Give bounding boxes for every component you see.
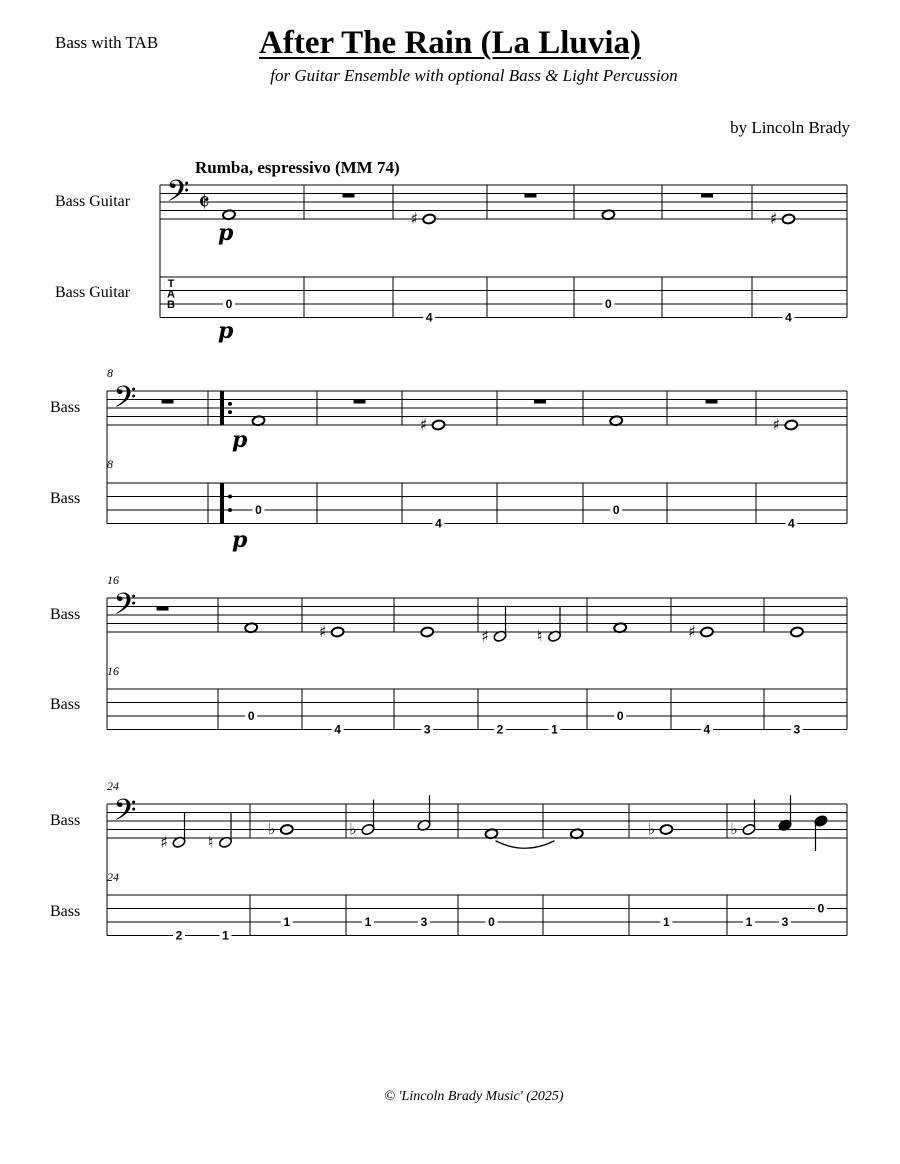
- flat-accidental-icon: ♭: [730, 819, 738, 839]
- tab-measure-number: 8: [107, 457, 113, 471]
- tab-fret-number: 0: [817, 901, 825, 916]
- notehead: [331, 627, 344, 638]
- tab-repeat-dot: [228, 508, 232, 512]
- notehead: [252, 415, 265, 426]
- notehead: [570, 828, 583, 839]
- tab-fret-number: 2: [496, 722, 504, 737]
- notehead: [280, 824, 293, 835]
- tab-fret-number: 1: [663, 915, 670, 930]
- repeat-thick-bar: [220, 391, 224, 425]
- flat-accidental-icon: ♭: [349, 819, 357, 839]
- tab-clef-letter: T: [167, 278, 175, 290]
- tab-clef-letter: A: [167, 288, 175, 301]
- part-label: Bass with TAB: [55, 33, 159, 52]
- staff-name-label: Bass: [50, 606, 81, 623]
- whole-rest: [701, 194, 713, 198]
- tab-measure-number: 16: [107, 664, 119, 678]
- tab-fret-number: 0: [605, 297, 612, 312]
- piece-title: After The Rain (La Lluvia): [259, 25, 641, 61]
- whole-rest: [354, 400, 366, 404]
- dynamic-piano-mark: p: [218, 220, 234, 246]
- tab-fret-number: 0: [255, 503, 262, 518]
- staff-name-label: Bass: [50, 812, 81, 829]
- flat-accidental-icon: ♭: [647, 819, 656, 839]
- notehead: [602, 209, 615, 220]
- tab-name-label: Bass: [50, 696, 81, 713]
- tab-fret-number: 0: [488, 915, 495, 930]
- tab-fret-number: 4: [787, 516, 795, 531]
- notehead: [222, 209, 235, 220]
- notehead: [790, 627, 803, 638]
- notehead: [782, 214, 795, 225]
- sharp-accidental-icon: ♯: [318, 622, 327, 641]
- sharp-accidental-icon: ♯: [419, 415, 428, 434]
- sharp-accidental-icon: ♯: [481, 626, 489, 646]
- measure-number: 8: [107, 366, 113, 380]
- dynamic-piano-mark: p: [232, 427, 248, 453]
- notehead: [432, 420, 445, 431]
- bass-clef-icon: 𝄢: [113, 588, 137, 629]
- tab-fret-number: 3: [420, 915, 428, 930]
- tab-repeat-dot: [228, 495, 232, 499]
- whole-rest: [162, 400, 174, 404]
- sharp-accidental-icon: ♯: [769, 209, 778, 228]
- cut-time-signature-icon: 𝄵: [198, 188, 210, 218]
- tab-fret-number: 0: [612, 503, 620, 518]
- whole-rest: [343, 194, 355, 198]
- notehead: [245, 622, 258, 633]
- sharp-accidental-icon: ♯: [688, 622, 696, 641]
- tab-fret-number: 3: [793, 722, 801, 737]
- tab-fret-number: 0: [225, 297, 233, 312]
- composer-credit: by Lincoln Brady: [730, 118, 850, 137]
- flat-accidental-icon: ♭: [268, 819, 276, 839]
- whole-rest: [157, 607, 169, 611]
- sharp-accidental-icon: ♯: [410, 209, 419, 228]
- whole-rest: [525, 194, 537, 198]
- bass-clef-icon: 𝄢: [166, 175, 190, 216]
- tab-fret-number: 4: [425, 310, 433, 325]
- whole-rest: [706, 400, 718, 404]
- tab-fret-number: 1: [745, 915, 753, 930]
- tab-fret-number: 0: [247, 709, 255, 724]
- notehead: [660, 824, 673, 835]
- piece-subtitle: for Guitar Ensemble with optional Bass & Light Percussion: [270, 66, 678, 85]
- tab-fret-number: 0: [616, 709, 624, 724]
- bass-clef-icon: 𝄢: [113, 794, 137, 835]
- measure-number: 16: [107, 573, 119, 587]
- tab-name-label: Bass Guitar: [55, 284, 131, 301]
- measure-number: 24: [107, 779, 119, 793]
- tab-fret-number: 3: [423, 722, 431, 737]
- notehead: [610, 415, 623, 426]
- tab-fret-number: 4: [785, 310, 792, 325]
- notehead: [423, 214, 436, 225]
- repeat-dot: [228, 410, 232, 414]
- sharp-accidental-icon: ♯: [160, 832, 168, 852]
- tab-name-label: Bass: [50, 903, 81, 920]
- notehead: [614, 622, 627, 633]
- bass-clef-icon: 𝄢: [113, 381, 137, 422]
- tab-fret-number: 4: [334, 722, 341, 737]
- tab-name-label: Bass: [50, 490, 81, 507]
- tab-fret-number: 1: [222, 928, 229, 943]
- notehead: [421, 627, 434, 638]
- sharp-accidental-icon: ♯: [772, 415, 781, 434]
- tab-fret-number: 4: [703, 722, 711, 737]
- tab-fret-number: 3: [781, 915, 789, 930]
- staff-name-label: Bass Guitar: [55, 193, 131, 210]
- tempo-marking: Rumba, espressivo (MM 74): [195, 158, 400, 177]
- tab-fret-number: 1: [551, 722, 558, 737]
- natural-accidental-icon: ♮: [207, 832, 214, 852]
- tab-fret-number: 2: [175, 928, 183, 943]
- tab-measure-number: 24: [107, 870, 119, 884]
- tab-fret-number: 4: [435, 516, 442, 531]
- notehead: [700, 627, 713, 638]
- copyright-notice: © 'Lincoln Brady Music' (2025): [384, 1089, 564, 1104]
- tie-curve: [496, 841, 555, 849]
- staff-name-label: Bass: [50, 399, 81, 416]
- natural-accidental-icon: ♮: [536, 626, 543, 646]
- tab-dynamic-piano-mark: p: [232, 527, 248, 553]
- tab-repeat-thick-bar: [220, 483, 224, 524]
- tab-clef-letter: B: [167, 299, 175, 311]
- repeat-dot: [228, 402, 232, 406]
- tab-fret-number: 1: [283, 915, 291, 930]
- tab-dynamic-piano-mark: p: [218, 318, 234, 344]
- whole-rest: [534, 400, 546, 404]
- notehead: [785, 420, 798, 431]
- tab-fret-number: 1: [364, 915, 372, 930]
- notehead: [485, 828, 498, 839]
